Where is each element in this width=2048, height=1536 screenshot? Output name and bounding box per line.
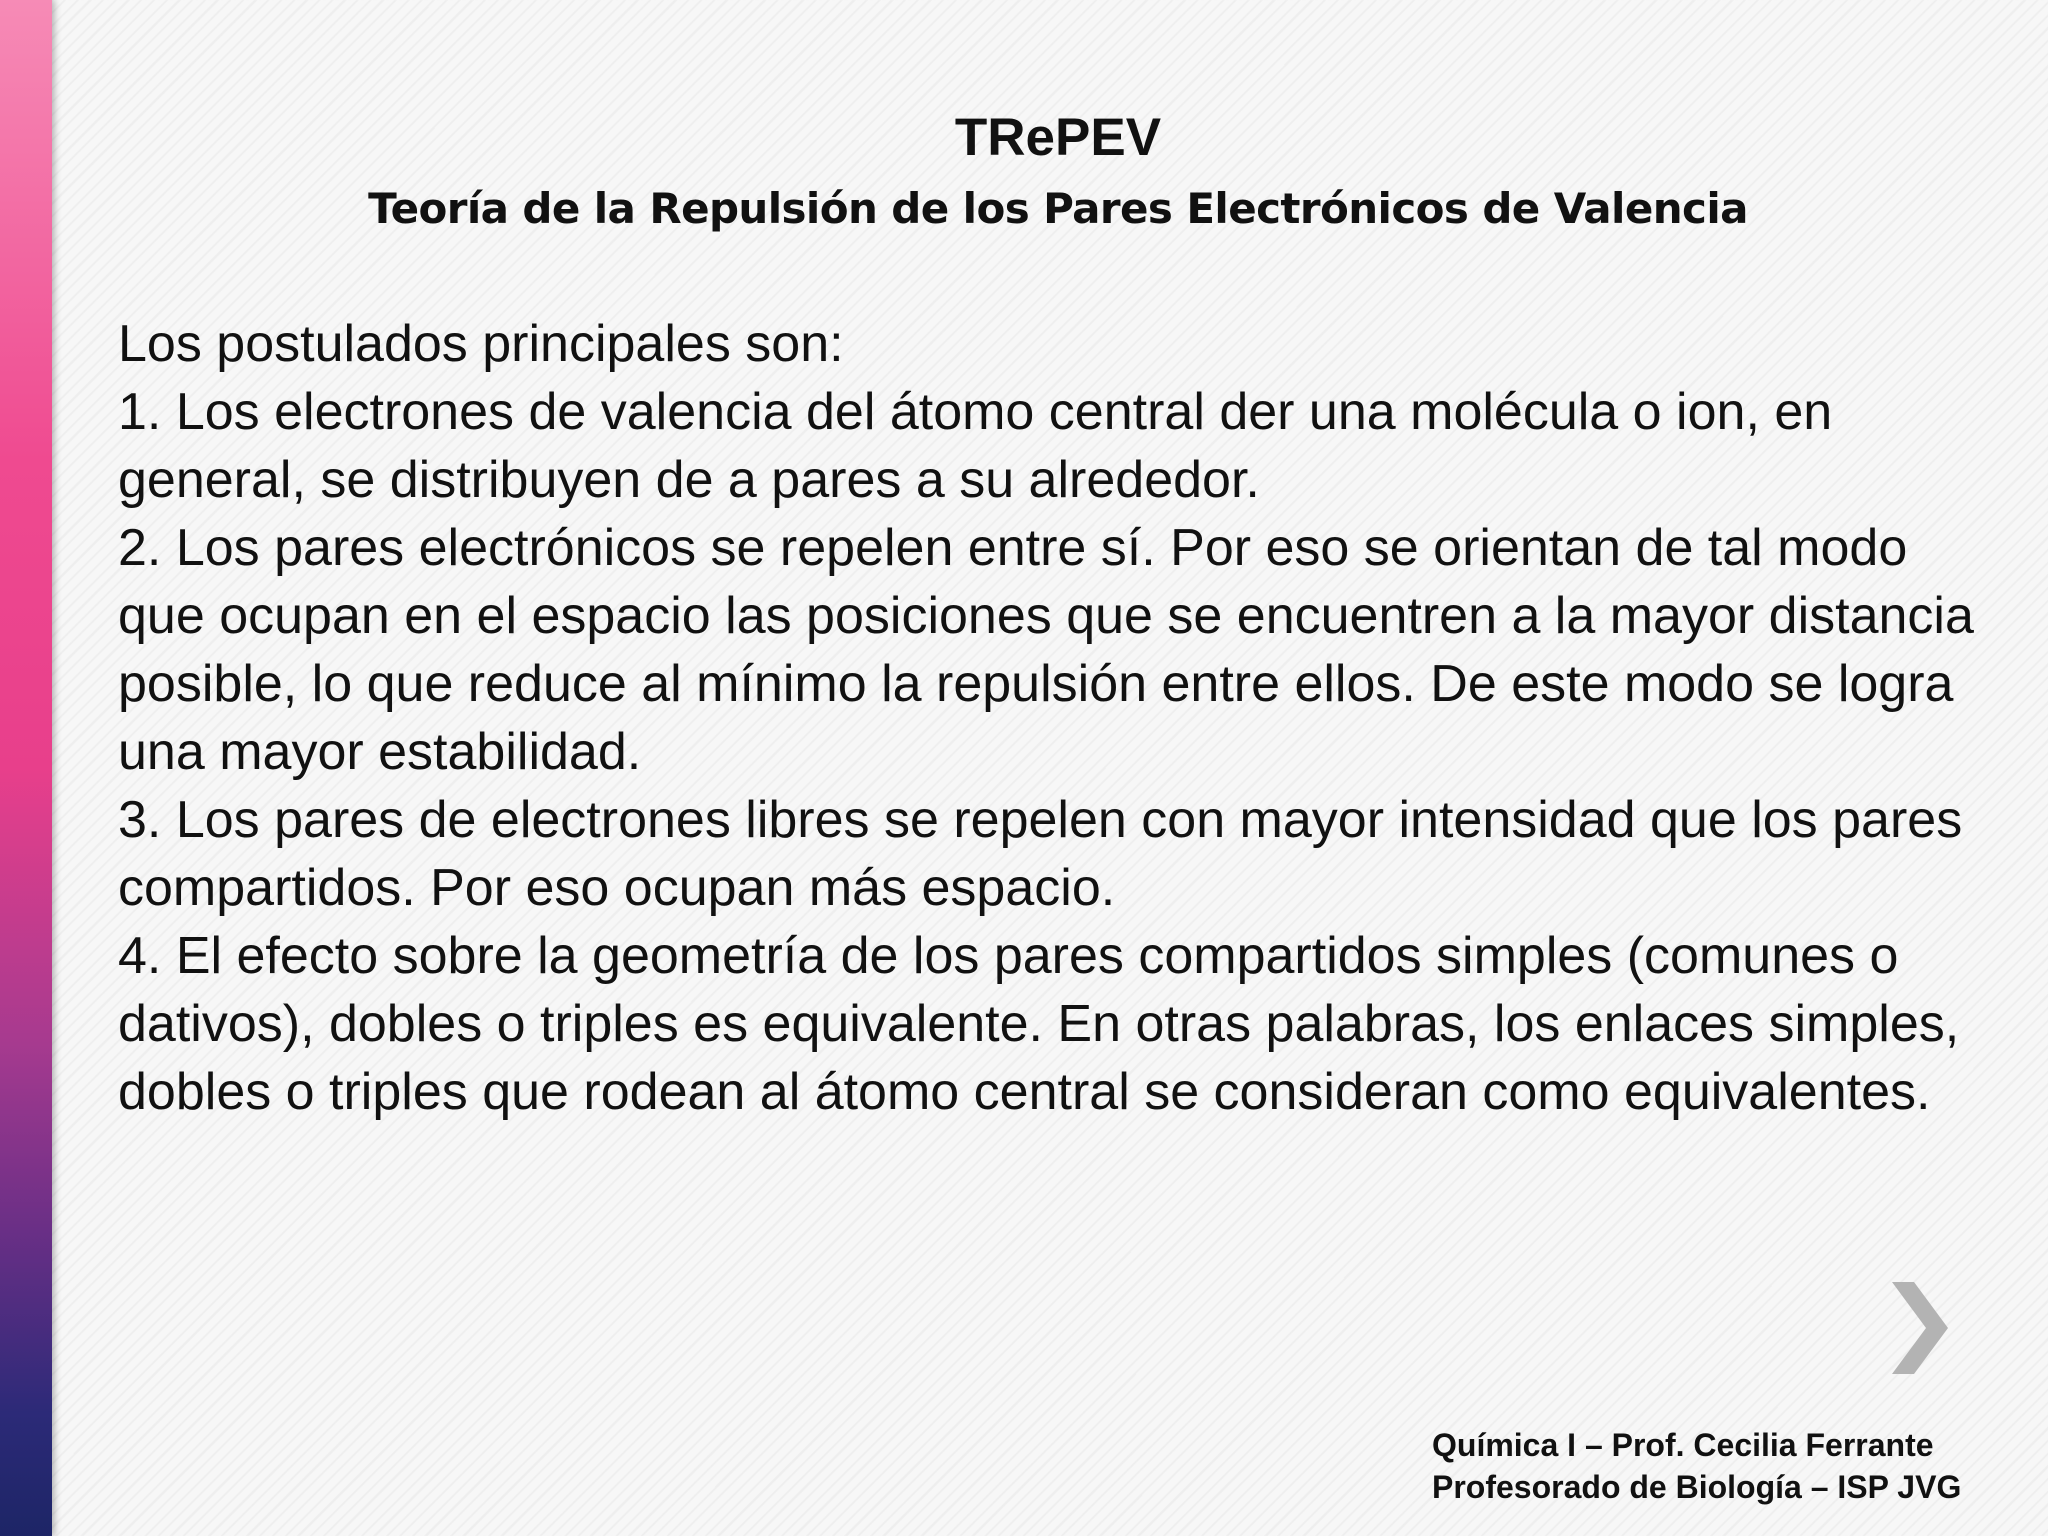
slide-subtitle: Teoría de la Repulsión de los Pares Electrónicos de Valencia <box>368 184 1748 233</box>
chevron-right-icon <box>1888 1278 1952 1378</box>
slide-footer <box>1432 1424 2032 1508</box>
postulate-1: 1. Los electrones de valencia del átomo central der una molécula o ion, en general, se distribuyen de a pares a su alrededor. <box>118 383 1833 509</box>
intro-text: Los postulados principales son: <box>118 315 844 373</box>
next-slide-button[interactable] <box>1888 1278 1952 1378</box>
postulate-4: 4. El efecto sobre la geometría de los pares compartidos simples (comunes o dativos), dobles o triples es equivalente. En otras palabras, los enlaces simples, dobles o triples que rodean al átomo central se consideran como equivalentes. <box>118 927 1960 1121</box>
slide-title: TRePEV <box>954 108 1162 167</box>
postulate-2: 2. Los pares electrónicos se repelen entre sí. Por eso se orientan de tal modo que ocupan en el espacio las posiciones que se encuentren a la mayor distancia posible, lo que reduce al mínimo la repulsión entre ellos. De este modo se logra una mayor estabilidad. <box>118 519 1974 781</box>
slide-body <box>118 310 2008 1126</box>
footer-course-line: Química I – Prof. Cecilia Ferrante <box>1432 1427 1934 1463</box>
postulate-3: 3. Los pares de electrones libres se repelen con mayor intensidad que los pares compartidos. Por eso ocupan más espacio. <box>118 791 1963 917</box>
footer-program-line: Profesorado de Biología – ISP JVG <box>1432 1469 1962 1505</box>
